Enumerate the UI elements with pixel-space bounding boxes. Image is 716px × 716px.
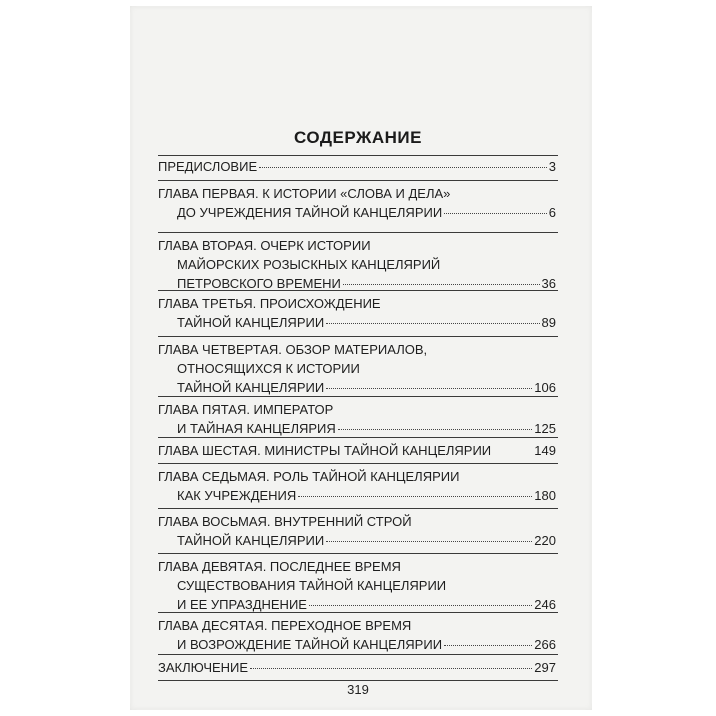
toc-entry-line: И ВОЗРОЖДЕНИЕ ТАЙНОЙ КАНЦЕЛЯРИИ xyxy=(177,637,443,652)
toc-entry xyxy=(158,184,556,222)
toc-leader-dots xyxy=(298,496,532,497)
page-number: 319 xyxy=(347,682,369,697)
toc-entry-line: И ЕЕ УПРАЗДНЕНИЕ xyxy=(177,597,307,612)
toc-entry-last-line xyxy=(158,658,556,677)
toc-entry-line: МАЙОРСКИХ РОЗЫСКНЫХ КАНЦЕЛЯРИЙ xyxy=(177,257,441,272)
toc-entry-last-line xyxy=(158,313,556,332)
toc-entry-line: ТАЙНОЙ КАНЦЕЛЯРИИ xyxy=(177,533,325,548)
toc-entry xyxy=(158,400,556,438)
toc-entry xyxy=(158,658,556,677)
toc-entry-line: ЗАКЛЮЧЕНИЕ xyxy=(158,660,249,675)
toc-entry-last-line xyxy=(158,203,556,222)
toc-leader-dots xyxy=(326,323,539,324)
toc-page-number: 297 xyxy=(534,660,556,675)
toc-entry xyxy=(158,616,556,654)
toc-entry-line: СУЩЕСТВОВАНИЯ ТАЙНОЙ КАНЦЕЛЯРИИ xyxy=(177,578,447,593)
toc-page-number: 266 xyxy=(534,637,556,652)
toc-page-number: 89 xyxy=(541,315,556,330)
toc-entry-line: ГЛАВА ВТОРАЯ. ОЧЕРК ИСТОРИИ xyxy=(158,238,371,253)
toc-leader-dots xyxy=(343,284,540,285)
toc-entry xyxy=(158,512,556,550)
toc-rule xyxy=(158,336,558,337)
toc-rule xyxy=(158,654,558,655)
toc-entry-line: КАК УЧРЕЖДЕНИЯ xyxy=(177,488,297,503)
toc-rule xyxy=(158,463,558,464)
toc-rule xyxy=(158,553,558,554)
toc-page-number: 246 xyxy=(534,597,556,612)
toc-rule xyxy=(158,155,558,156)
toc-entry-line: ПЕТРОВСКОГО ВРЕМЕНИ xyxy=(177,276,341,291)
toc-entry-line: ДО УЧРЕЖДЕНИЯ ТАЙНОЙ КАНЦЕЛЯРИИ xyxy=(177,205,443,220)
toc-leader-dots xyxy=(338,429,533,430)
toc-entry xyxy=(158,467,556,505)
toc-entry-last-line xyxy=(158,486,556,505)
toc-leader-dots xyxy=(326,541,532,542)
toc-entry-last-line xyxy=(158,595,556,614)
toc-rule xyxy=(158,508,558,509)
toc-entry-line: ГЛАВА ШЕСТАЯ. МИНИСТРЫ ТАЙНОЙ КАНЦЕЛЯРИИ xyxy=(158,443,492,458)
toc-entry-last-line xyxy=(158,635,556,654)
toc-page-number: 125 xyxy=(534,421,556,436)
toc-entry-last-line xyxy=(158,378,556,397)
toc-entry-line: ГЛАВА ПЯТАЯ. ИМПЕРАТОР xyxy=(158,402,334,417)
toc-page-number: 3 xyxy=(548,159,556,174)
toc-entry xyxy=(158,340,556,397)
toc-title: СОДЕРЖАНИЕ xyxy=(294,128,422,147)
toc-entry-line: ГЛАВА ВОСЬМАЯ. ВНУТРЕННИЙ СТРОЙ xyxy=(158,514,412,529)
toc-entry-last-line xyxy=(158,441,556,460)
toc-entry-last-line xyxy=(158,274,556,293)
toc-page-number: 106 xyxy=(534,380,556,395)
toc-entry-line: ОТНОСЯЩИХСЯ К ИСТОРИИ xyxy=(177,361,360,376)
toc-page-number: 220 xyxy=(534,533,556,548)
toc-rule xyxy=(158,180,558,181)
toc-entry-line: И ТАЙНАЯ КАНЦЕЛЯРИЯ xyxy=(177,421,336,436)
toc-entry-line: ПРЕДИСЛОВИЕ xyxy=(158,159,258,174)
toc-entry xyxy=(158,557,556,614)
toc-entry xyxy=(158,157,556,176)
toc-entry-last-line xyxy=(158,531,556,550)
toc-page-number: 36 xyxy=(541,276,556,291)
toc-leader-dots xyxy=(444,213,547,214)
toc-entry xyxy=(158,236,556,293)
toc-rule xyxy=(158,232,558,233)
toc-entry-line: ГЛАВА ЧЕТВЕРТАЯ. ОБЗОР МАТЕРИАЛОВ, xyxy=(158,342,428,357)
toc-entry-last-line xyxy=(158,419,556,438)
toc-entry-line: ТАЙНОЙ КАНЦЕЛЯРИИ xyxy=(177,380,325,395)
toc-leader-dots xyxy=(326,388,532,389)
toc-entry xyxy=(158,294,556,332)
toc-page-number: 6 xyxy=(548,205,556,220)
toc-leader-dots xyxy=(309,605,532,606)
toc-leader-dots xyxy=(250,668,532,669)
toc-entry-line: ГЛАВА ПЕРВАЯ. К ИСТОРИИ «СЛОВА И ДЕЛА» xyxy=(158,186,451,201)
toc-leader-dots xyxy=(444,645,532,646)
toc-entry-line: ГЛАВА ДЕВЯТАЯ. ПОСЛЕДНЕЕ ВРЕМЯ xyxy=(158,559,401,574)
toc-entry-last-line xyxy=(158,157,556,176)
toc-page-number: 180 xyxy=(534,488,556,503)
toc-leader-dots xyxy=(259,167,547,168)
toc-entry-line: ГЛАВА СЕДЬМАЯ. РОЛЬ ТАЙНОЙ КАНЦЕЛЯРИИ xyxy=(158,469,460,484)
toc-page-number: 149 xyxy=(534,443,556,458)
toc-entry-line: ГЛАВА ТРЕТЬЯ. ПРОИСХОЖДЕНИЕ xyxy=(158,296,381,311)
toc-rule xyxy=(158,680,558,681)
toc-entry-line: ГЛАВА ДЕСЯТАЯ. ПЕРЕХОДНОЕ ВРЕМЯ xyxy=(158,618,412,633)
toc-entry-line: ТАЙНОЙ КАНЦЕЛЯРИИ xyxy=(177,315,325,330)
toc-entry xyxy=(158,441,556,460)
